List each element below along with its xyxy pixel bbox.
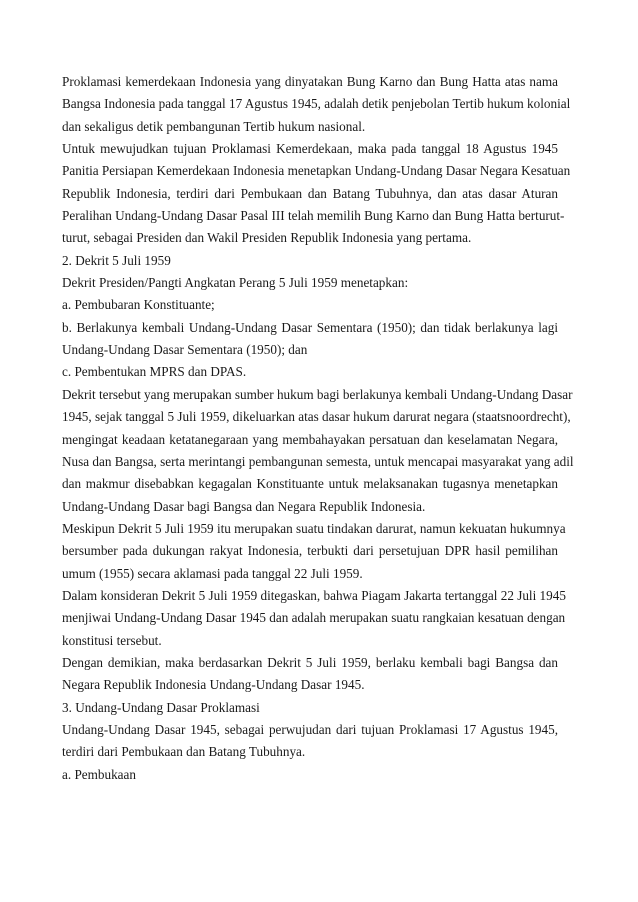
text-line: mengingat keadaan ketatanegaraan yang membahayakan persatuan dan keselamatan Negara, (62, 431, 558, 447)
text-line: Undang-Undang Dasar Sementara (1950); dan (62, 342, 308, 358)
text-line: dan makmur disebabkan kegagalan Konstituante untuk melaksanakan tugasnya menetapkan (62, 476, 558, 492)
text-line: b. Berlakunya kembali Undang-Undang Dasar Sementara (1950); dan tidak berlakunya lagi (62, 319, 558, 335)
text-line: Nusa dan Bangsa, serta merintangi pembangunan semesta, untuk mencapai masyarakat yang adil (62, 453, 574, 469)
text-line: dan sekaligus detik pembangunan Tertib hukum nasional. (62, 118, 366, 134)
text-line: terdiri dari Pembukaan dan Batang Tubuhnya. (62, 744, 306, 760)
text-line: Meskipun Dekrit 5 Juli 1959 itu merupakan suatu tindakan darurat, namun kekuatan hukumnya (62, 520, 566, 536)
text-line: umum (1955) secara aklamasi pada tanggal 22 Juli 1959. (62, 565, 363, 581)
text-line: turut, sebagai Presiden dan Wakil Presiden Republik Indonesia yang pertama. (62, 230, 472, 246)
text-line: Republik Indonesia, terdiri dari Pembukaan dan Batang Tubuhnya, dan atas dasar Aturan (62, 185, 558, 201)
text-line: 2. Dekrit 5 Juli 1959 (62, 252, 171, 268)
text-line: c. Pembentukan MPRS dan DPAS. (62, 364, 247, 380)
text-line: 3. Undang-Undang Dasar Proklamasi (62, 699, 260, 715)
text-line: a. Pembubaran Konstituante; (62, 297, 215, 313)
text-line: Peralihan Undang-Undang Dasar Pasal III telah memilih Bung Karno dan Bung Hatta berturut- (62, 208, 565, 224)
document-body (62, 71, 574, 786)
text-line: Bangsa Indonesia pada tanggal 17 Agustus 1945, adalah detik penjebolan Tertib hukum kolonial (62, 96, 571, 112)
text-line: bersumber pada dukungan rakyat Indonesia, terbukti dari persetujuan DPR hasil pemilihan (62, 543, 558, 559)
text-line: Dekrit tersebut yang merupakan sumber hukum bagi berlakunya kembali Undang-Undang Dasar (62, 386, 573, 402)
text-line: Negara Republik Indonesia Undang-Undang Dasar 1945. (62, 677, 365, 693)
text-line: konstitusi tersebut. (62, 632, 162, 648)
text-line: Undang-Undang Dasar bagi Bangsa dan Negara Republik Indonesia. (62, 498, 426, 514)
text-line: Panitia Persiapan Kemerdekaan Indonesia menetapkan Undang-Undang Dasar Negara Kesatuan (62, 163, 571, 179)
document-page (62, 71, 574, 786)
text-line: Dekrit Presiden/Pangti Angkatan Perang 5 Juli 1959 menetapkan: (62, 275, 409, 291)
text-line: Dengan demikian, maka berdasarkan Dekrit 5 Juli 1959, berlaku kembali bagi Bangsa dan (62, 654, 558, 670)
text-line: 1945, sejak tanggal 5 Juli 1959, dikeluarkan atas dasar hukum darurat negara (staatsnoordrecht), (62, 409, 571, 425)
text-line: Dalam konsideran Dekrit 5 Juli 1959 ditegaskan, bahwa Piagam Jakarta tertanggal 22 Juli 1945 (62, 587, 566, 603)
text-line: a. Pembukaan (62, 766, 136, 782)
text-line: Proklamasi kemerdekaan Indonesia yang dinyatakan Bung Karno dan Bung Hatta atas nama (62, 74, 558, 89)
text-line: menjiwai Undang-Undang Dasar 1945 dan adalah merupakan suatu rangkaian kesatuan dengan (62, 610, 566, 626)
text-line: Undang-Undang Dasar 1945, sebagai perwujudan dari tujuan Proklamasi 17 Agustus 1945, (62, 721, 558, 737)
text-line: Untuk mewujudkan tujuan Proklamasi Kemerdekaan, maka pada tanggal 18 Agustus 1945 (62, 141, 558, 157)
